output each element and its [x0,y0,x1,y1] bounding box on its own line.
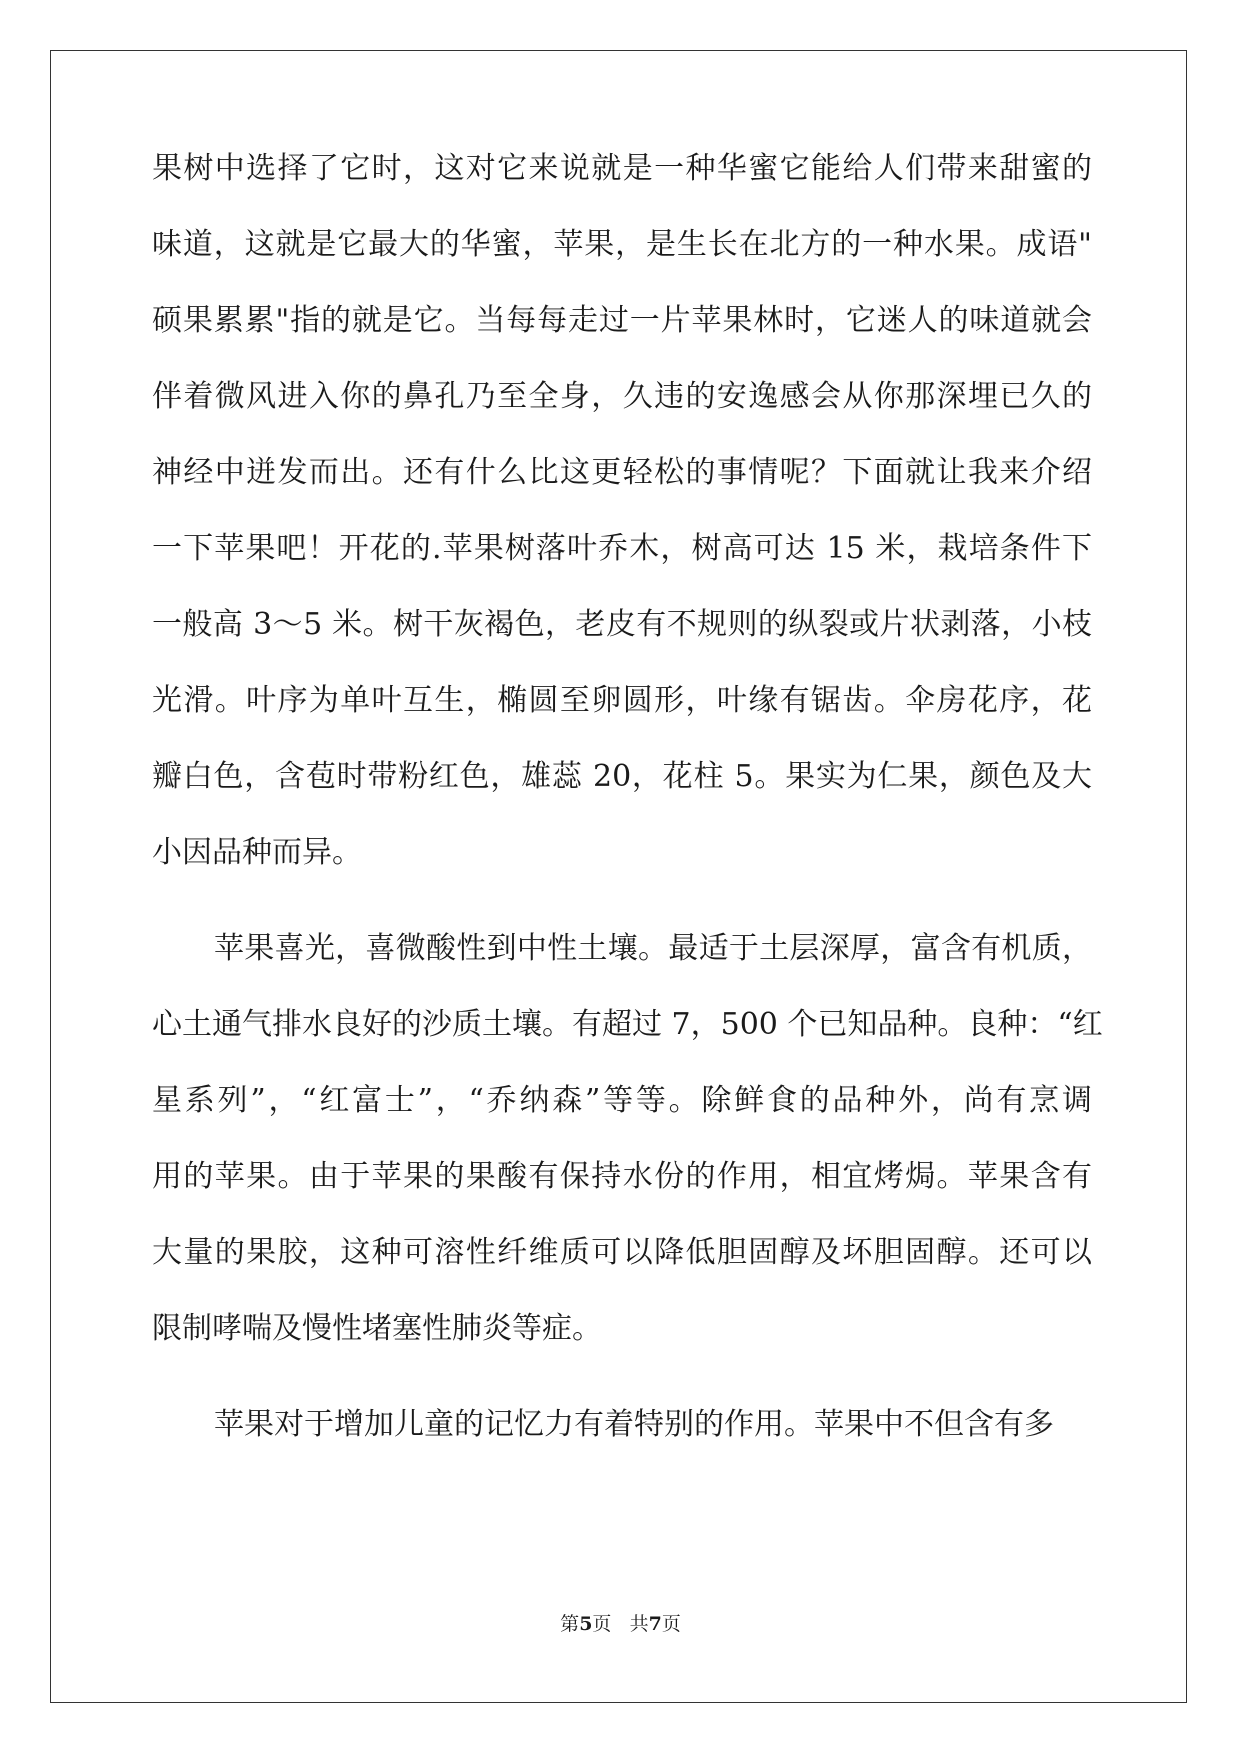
text-line: 果树中选择了它时，这对它来说就是一种华蜜它能给人们带来甜蜜的 [152,151,1092,186]
text-line: 一下苹果吧！开花的.苹果树落叶乔木，树高可达 15 米，栽培条件下 [152,531,1092,566]
text-line: 用的苹果。由于苹果的果酸有保持水份的作用，相宜烤焗。苹果含有 [152,1159,1092,1194]
text-line: 味道，这就是它最大的华蜜，苹果，是生长在北方的一种水果。成语" [152,227,1092,262]
text-line: 限制哮喘及慢性堵塞性肺炎等症。 [152,1311,602,1346]
footer-page-number: 5 [579,1613,593,1635]
footer-page-suffix: 页 [592,1613,612,1635]
text-line: 伴着微风进入你的鼻孔乃至全身，久违的安逸感会从你那深埋已久的 [152,379,1092,414]
text-line: 硕果累累"指的就是它。当每每走过一片苹果林时，它迷人的味道就会 [152,303,1092,338]
text-line: 一般高 3～5 米。树干灰褐色，老皮有不规则的纵裂或片状剥落，小枝 [152,607,1092,642]
page-footer [0,1612,1241,1636]
text-line: 星系列”，“红富士”，“乔纳森”等等。除鲜食的品种外，尚有烹调 [152,1083,1092,1118]
footer-total-suffix: 页 [661,1613,681,1635]
text-line: 光滑。叶序为单叶互生，椭圆至卵圆形，叶缘有锯齿。伞房花序，花 [152,683,1092,718]
text-line: 神经中迸发而出。还有什么比这更轻松的事情呢？下面就让我来介绍 [152,455,1092,490]
text-line: 心土通气排水良好的沙质土壤。有超过 7，500 个已知品种。良种：“红 [152,1007,1103,1042]
text-line: 苹果对于增加儿童的记忆力有着特别的作用。苹果中不但含有多 [214,1407,1054,1442]
text-line: 瓣白色，含苞时带粉红色，雄蕊 20，花柱 5。果实为仁果，颜色及大 [152,759,1092,794]
footer-total-prefix: 共 [629,1613,649,1635]
text-line: 小因品种而异。 [152,835,362,870]
footer-page-prefix: 第 [560,1613,580,1635]
footer-total-number: 7 [648,1613,662,1635]
text-line: 苹果喜光，喜微酸性到中性土壤。最适于土层深厚，富含有机质， [214,931,1092,966]
page-border [50,50,1187,1703]
text-line: 大量的果胶，这种可溶性纤维质可以降低胆固醇及坏胆固醇。还可以 [152,1235,1092,1270]
